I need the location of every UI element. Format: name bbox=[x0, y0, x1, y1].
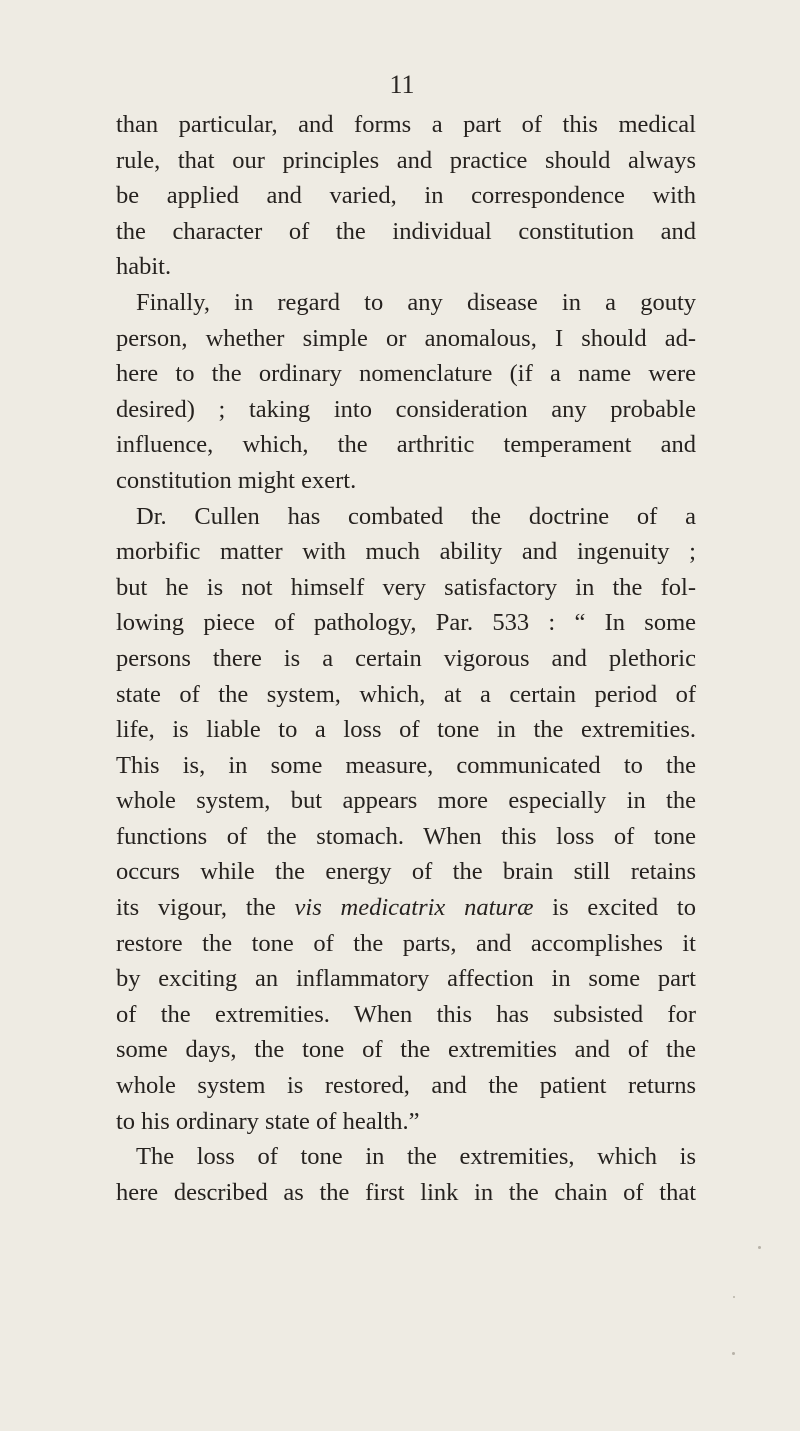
paper-speck bbox=[733, 1296, 735, 1298]
text-line: occurs while the energy of the brain still retains bbox=[116, 858, 696, 886]
line-end: is excited to bbox=[533, 894, 696, 922]
paragraph-first-line: Finally, in regard to any disease in a gouty bbox=[136, 288, 696, 316]
paper-speck bbox=[758, 1246, 761, 1249]
text-line: the character of the individual constitution and bbox=[116, 217, 696, 245]
text-line: lowing piece of pathology, Par. 533 : “ In some bbox=[116, 609, 696, 637]
text-line: but he is not himself very satisfactory in the fol- bbox=[116, 573, 696, 601]
latin-phrase: vis medicatrix naturæ bbox=[294, 894, 534, 922]
text-line: This is, in some measure, communicated to the bbox=[116, 751, 696, 779]
text-line-latin bbox=[116, 890, 696, 926]
text-line: person, whether simple or anomalous, I should ad- bbox=[116, 324, 696, 352]
text-line: restore the tone of the parts, and accomplishes it bbox=[116, 929, 696, 957]
text-line: whole system, but appears more especially in the bbox=[116, 787, 696, 815]
text-line: whole system is restored, and the patient returns bbox=[116, 1072, 696, 1100]
text-line: be applied and varied, in correspondence with bbox=[116, 182, 696, 210]
text-line: habit. bbox=[116, 253, 172, 281]
text-line: rule, that our principles and practice should always bbox=[116, 146, 696, 174]
text-line: persons there is a certain vigorous and plethoric bbox=[116, 644, 696, 672]
text-line: to his ordinary state of health.” bbox=[116, 1107, 420, 1135]
text-line: than particular, and forms a part of this medical bbox=[116, 111, 696, 138]
text-line: constitution might exert. bbox=[116, 466, 357, 494]
text-line: of the extremities. When this has subsisted for bbox=[116, 1000, 696, 1028]
line-start: its vigour, the bbox=[116, 894, 295, 922]
page-number: 11 bbox=[389, 70, 415, 99]
text-line: life, is liable to a loss of tone in the extremities. bbox=[116, 716, 696, 744]
paragraph-first-line: The loss of tone in the extremities, which is bbox=[136, 1143, 696, 1171]
body-text bbox=[116, 107, 696, 1210]
paper-speck bbox=[732, 1352, 735, 1355]
text-line: here to the ordinary nomenclature (if a name were bbox=[116, 360, 696, 388]
text-line: influence, which, the arthritic temperament and bbox=[116, 431, 696, 459]
paragraph-first-line: Dr. Cullen has combated the doctrine of a bbox=[136, 502, 696, 530]
text-line: by exciting an inflammatory affection in some part bbox=[116, 965, 696, 993]
text-line: some days, the tone of the extremities and of the bbox=[116, 1036, 696, 1064]
text-line: morbific matter with much ability and ingenuity ; bbox=[116, 538, 696, 566]
text-line: here described as the first link in the chain of that bbox=[116, 1178, 696, 1206]
text-line: desired) ; taking into consideration any probable bbox=[116, 395, 696, 423]
text-line: functions of the stomach. When this loss of tone bbox=[116, 822, 696, 850]
text-line: state of the system, which, at a certain period of bbox=[116, 680, 696, 708]
